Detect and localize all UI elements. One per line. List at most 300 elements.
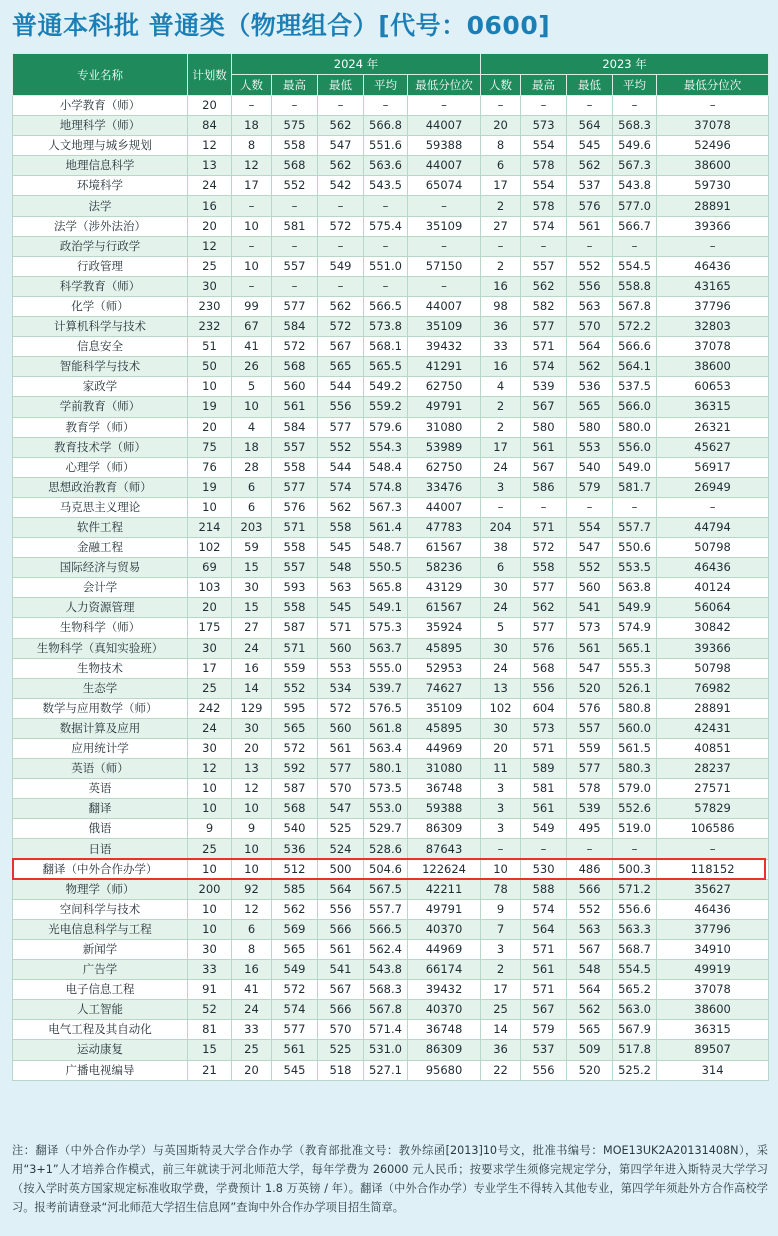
table-cell: 570 [318, 1020, 364, 1040]
table-cell: 557 [272, 437, 318, 457]
table-cell: 548 [318, 558, 364, 578]
major-name-cell: 化学（师） [13, 296, 188, 316]
table-cell: 69 [188, 558, 232, 578]
col-header: 最低分位次 [657, 75, 769, 96]
table-cell: 572 [272, 980, 318, 1000]
major-name-cell: 教育学（师） [13, 417, 188, 437]
table-cell: 568 [272, 156, 318, 176]
table-cell: – [364, 96, 408, 116]
table-cell: 31080 [408, 417, 481, 437]
table-row [13, 317, 769, 337]
table-cell: 564 [318, 879, 364, 899]
major-name-cell: 俄语 [13, 819, 188, 839]
table-cell: 571.4 [364, 1020, 408, 1040]
table-cell: – [521, 96, 567, 116]
table-cell: 537.5 [613, 377, 657, 397]
table-cell: 549 [272, 960, 318, 980]
table-cell: 586 [521, 477, 567, 497]
table-cell: 576.5 [364, 698, 408, 718]
major-name-cell: 数据计算及应用 [13, 718, 188, 738]
table-cell: – [318, 96, 364, 116]
table-cell: 15 [232, 558, 272, 578]
table-cell: 204 [481, 517, 521, 537]
table-cell: 6 [232, 477, 272, 497]
table-cell: 577 [521, 317, 567, 337]
table-cell: 20 [188, 417, 232, 437]
table-cell: 574 [318, 477, 364, 497]
table-cell: 582 [521, 296, 567, 316]
table-cell: – [521, 236, 567, 256]
table-cell: 36748 [408, 1020, 481, 1040]
table-cell: 567 [521, 1000, 567, 1020]
major-name-cell: 广告学 [13, 960, 188, 980]
table-cell: 571 [272, 638, 318, 658]
table-cell: 34910 [657, 939, 769, 959]
table-row [13, 879, 769, 899]
table-cell: 572 [521, 538, 567, 558]
table-cell: 74627 [408, 678, 481, 698]
table-cell: 2 [481, 256, 521, 276]
table-cell: 556 [318, 899, 364, 919]
table-cell: 574 [521, 357, 567, 377]
table-row [13, 1040, 769, 1060]
table-cell: 570 [567, 317, 613, 337]
table-cell: 566.0 [613, 397, 657, 417]
table-cell: 563 [318, 578, 364, 598]
table-cell: 509 [567, 1040, 613, 1060]
table-cell: 562 [318, 156, 364, 176]
table-cell: 571 [521, 337, 567, 357]
major-name-cell: 智能科学与技术 [13, 357, 188, 377]
major-name-cell: 光电信息科学与工程 [13, 919, 188, 939]
table-cell: 566.5 [364, 296, 408, 316]
table-cell: 557.7 [364, 899, 408, 919]
col-header: 平均 [364, 75, 408, 96]
table-cell: 556 [521, 1060, 567, 1080]
table-cell: 571 [318, 618, 364, 638]
table-cell: – [408, 96, 481, 116]
table-cell: 539 [567, 799, 613, 819]
table-cell: 62750 [408, 377, 481, 397]
major-name-cell: 学前教育（师） [13, 397, 188, 417]
table-row [13, 658, 769, 678]
table-row [13, 799, 769, 819]
table-cell: 25 [188, 256, 232, 276]
table-cell: 30 [481, 638, 521, 658]
table-cell: 543.8 [613, 176, 657, 196]
table-cell: 559 [567, 739, 613, 759]
table-cell: 2 [481, 397, 521, 417]
table-cell: 10 [188, 779, 232, 799]
table-cell: 580 [567, 417, 613, 437]
year-2023-header: 2023 年 [481, 54, 769, 75]
table-row [13, 779, 769, 799]
table-cell: 103 [188, 578, 232, 598]
table-cell: 566 [567, 879, 613, 899]
table-row [13, 739, 769, 759]
table-cell: 35109 [408, 216, 481, 236]
table-cell: 574 [272, 1000, 318, 1020]
table-row [13, 256, 769, 276]
table-cell: 558 [521, 558, 567, 578]
table-cell: 525 [318, 819, 364, 839]
table-cell: 561 [567, 638, 613, 658]
table-cell: 577 [567, 759, 613, 779]
table-cell: 579 [521, 1020, 567, 1040]
table-cell: 520 [567, 678, 613, 698]
table-cell: 20 [188, 96, 232, 116]
table-cell: 20 [188, 216, 232, 236]
table-row [13, 497, 769, 517]
table-cell: 28891 [657, 698, 769, 718]
major-name-cell: 翻译（中外合作办学） [13, 859, 188, 879]
table-cell: 568 [272, 357, 318, 377]
table-cell: 526.1 [613, 678, 657, 698]
table-row [13, 1020, 769, 1040]
table-row [13, 136, 769, 156]
table-cell: 40370 [408, 919, 481, 939]
table-row [13, 337, 769, 357]
table-cell: 26949 [657, 477, 769, 497]
table-cell: 16 [481, 357, 521, 377]
table-cell: 16 [232, 960, 272, 980]
table-cell: 540 [272, 819, 318, 839]
col-header: 平均 [613, 75, 657, 96]
table-cell: 36 [481, 317, 521, 337]
major-name-cell: 广播电视编导 [13, 1060, 188, 1080]
table-cell: 512 [272, 859, 318, 879]
table-cell: 571 [272, 517, 318, 537]
table-cell: 92 [232, 879, 272, 899]
table-cell: 587 [272, 779, 318, 799]
table-cell: 577 [521, 578, 567, 598]
major-name-cell: 科学教育（师） [13, 276, 188, 296]
table-cell: 118152 [657, 859, 769, 879]
table-cell: – [567, 497, 613, 517]
table-cell: 24 [232, 1000, 272, 1020]
table-cell: 8 [232, 939, 272, 959]
table-cell: 20 [481, 116, 521, 136]
table-cell: 574 [521, 216, 567, 236]
table-cell: 565 [567, 1020, 613, 1040]
table-cell: 3 [481, 819, 521, 839]
table-cell: 102 [188, 538, 232, 558]
table-cell: 200 [188, 879, 232, 899]
table-cell: 561.8 [364, 718, 408, 738]
table-cell: 543.8 [364, 960, 408, 980]
table-cell: – [364, 236, 408, 256]
table-cell: 574.9 [613, 618, 657, 638]
major-name-cell: 环境科学 [13, 176, 188, 196]
table-cell: 558 [272, 598, 318, 618]
table-cell: 553.0 [364, 799, 408, 819]
major-name-cell: 生物技术 [13, 658, 188, 678]
table-cell: 42431 [657, 718, 769, 738]
table-cell: 37796 [657, 296, 769, 316]
table-cell: 557 [272, 256, 318, 276]
table-cell: 13 [188, 156, 232, 176]
table-cell: 30842 [657, 618, 769, 638]
table-cell: 17 [481, 980, 521, 1000]
table-cell: 552 [318, 437, 364, 457]
table-cell: 567.8 [364, 1000, 408, 1020]
table-cell: 30 [188, 276, 232, 296]
major-name-cell: 政治学与行政学 [13, 236, 188, 256]
table-cell: – [613, 839, 657, 859]
table-cell: 13 [481, 678, 521, 698]
table-cell: 12 [232, 779, 272, 799]
table-cell: 567 [521, 397, 567, 417]
table-cell: 549.9 [613, 598, 657, 618]
table-cell: 554.5 [613, 960, 657, 980]
table-cell: 10 [188, 497, 232, 517]
table-cell: 175 [188, 618, 232, 638]
table-cell: 577 [272, 296, 318, 316]
table-cell: 42211 [408, 879, 481, 899]
col-major-header: 专业名称 [13, 54, 188, 96]
major-name-cell: 地理信息科学 [13, 156, 188, 176]
col-header: 最低 [318, 75, 364, 96]
table-cell: 38600 [657, 156, 769, 176]
table-cell: 38 [481, 538, 521, 558]
table-cell: 565 [567, 397, 613, 417]
table-cell: 553 [318, 658, 364, 678]
table-cell: 545 [567, 136, 613, 156]
table-cell: 567.3 [364, 497, 408, 517]
table-cell: 563 [567, 296, 613, 316]
table-cell: 10 [188, 919, 232, 939]
table-cell: 35924 [408, 618, 481, 638]
table-cell: 76 [188, 457, 232, 477]
table-cell: 59 [232, 538, 272, 558]
table-cell: 44007 [408, 116, 481, 136]
table-cell: 44969 [408, 939, 481, 959]
table-cell: 500 [318, 859, 364, 879]
table-cell: 557 [521, 256, 567, 276]
table-cell: 3 [481, 799, 521, 819]
table-cell: 560.0 [613, 718, 657, 738]
table-row [13, 980, 769, 1000]
major-name-cell: 物理学（师） [13, 879, 188, 899]
table-cell: 537 [567, 176, 613, 196]
table-cell: 56064 [657, 598, 769, 618]
table-cell: 45895 [408, 638, 481, 658]
table-cell: 559 [272, 658, 318, 678]
table-cell: 565 [272, 939, 318, 959]
table-cell: 33 [232, 1020, 272, 1040]
table-cell: 45627 [657, 437, 769, 457]
table-cell: 559.2 [364, 397, 408, 417]
table-row [13, 960, 769, 980]
table-cell: 584 [272, 417, 318, 437]
table-cell: 52 [188, 1000, 232, 1020]
table-cell: 25 [188, 678, 232, 698]
table-cell: 565 [318, 357, 364, 377]
table-cell: 24 [481, 598, 521, 618]
table-cell: 35627 [657, 879, 769, 899]
table-cell: 579.0 [613, 779, 657, 799]
table-cell: 572 [272, 337, 318, 357]
table-cell: 81 [188, 1020, 232, 1040]
table-cell: 46436 [657, 899, 769, 919]
table-row [13, 618, 769, 638]
table-cell: 558.8 [613, 276, 657, 296]
table-cell: 17 [232, 176, 272, 196]
table-cell: 10 [232, 859, 272, 879]
table-cell: 16 [188, 196, 232, 216]
table-cell: 551.6 [364, 136, 408, 156]
table-cell: 486 [567, 859, 613, 879]
table-cell: – [481, 96, 521, 116]
year-2024-header: 2024 年 [232, 54, 481, 75]
table-row [13, 357, 769, 377]
table-cell: 552 [567, 899, 613, 919]
col-header: 最低 [567, 75, 613, 96]
table-cell: 566.8 [364, 116, 408, 136]
table-cell: 129 [232, 698, 272, 718]
major-name-cell: 信息安全 [13, 337, 188, 357]
table-cell: 573.8 [364, 317, 408, 337]
table-cell: 12 [188, 236, 232, 256]
table-cell: – [657, 839, 769, 859]
table-cell: 76982 [657, 678, 769, 698]
table-cell: 562 [318, 296, 364, 316]
table-cell: 3 [481, 477, 521, 497]
table-cell: 5 [481, 618, 521, 638]
table-cell: 214 [188, 517, 232, 537]
table-cell: 60653 [657, 377, 769, 397]
table-cell: 577.0 [613, 196, 657, 216]
table-cell: 59388 [408, 136, 481, 156]
table-cell: 569 [272, 919, 318, 939]
table-cell: 44794 [657, 517, 769, 537]
table-cell: 537 [521, 1040, 567, 1060]
table-cell: 552 [567, 558, 613, 578]
table-cell: 566.6 [613, 337, 657, 357]
table-cell: 26 [232, 357, 272, 377]
table-row [13, 759, 769, 779]
table-cell: 44007 [408, 156, 481, 176]
major-name-cell: 法学（涉外法治） [13, 216, 188, 236]
table-cell: 49919 [657, 960, 769, 980]
table-cell: 30 [481, 578, 521, 598]
table-cell: 561 [318, 939, 364, 959]
table-cell: – [408, 236, 481, 256]
table-row [13, 538, 769, 558]
table-cell: 24 [232, 638, 272, 658]
table-cell: 567 [567, 939, 613, 959]
table-cell: – [521, 839, 567, 859]
table-cell: 8 [232, 136, 272, 156]
table-cell: 25 [188, 839, 232, 859]
major-name-cell: 马克思主义理论 [13, 497, 188, 517]
table-row [13, 819, 769, 839]
table-cell: 552 [567, 256, 613, 276]
table-cell: 33 [481, 337, 521, 357]
table-cell: 519.0 [613, 819, 657, 839]
major-name-cell: 教育技术学（师） [13, 437, 188, 457]
table-cell: 44007 [408, 497, 481, 517]
table-cell: 45895 [408, 718, 481, 738]
table-cell: 33476 [408, 477, 481, 497]
major-name-cell: 生物科学（真知实验班） [13, 638, 188, 658]
table-cell: 95680 [408, 1060, 481, 1080]
table-cell: 49791 [408, 899, 481, 919]
table-cell: 564 [521, 919, 567, 939]
table-cell: 67 [232, 317, 272, 337]
table-cell: 572 [318, 317, 364, 337]
major-name-cell: 会计学 [13, 578, 188, 598]
table-cell: 22 [481, 1060, 521, 1080]
table-cell: 558 [318, 517, 364, 537]
table-cell: 84 [188, 116, 232, 136]
table-cell: 24 [188, 718, 232, 738]
table-cell: 38600 [657, 357, 769, 377]
table-cell: 230 [188, 296, 232, 316]
table-cell: 25 [481, 1000, 521, 1020]
table-cell: 561.4 [364, 517, 408, 537]
table-cell: – [364, 276, 408, 296]
table-cell: 562 [567, 1000, 613, 1020]
table-cell: 567 [521, 457, 567, 477]
table-cell: 49791 [408, 397, 481, 417]
table-cell: 571 [521, 739, 567, 759]
major-name-cell: 生态学 [13, 678, 188, 698]
major-name-cell: 电气工程及其自动化 [13, 1020, 188, 1040]
table-cell: 12 [188, 136, 232, 156]
major-name-cell: 电子信息工程 [13, 980, 188, 1000]
table-cell: 585 [272, 879, 318, 899]
table-cell: 500.3 [613, 859, 657, 879]
table-cell: 562 [318, 116, 364, 136]
table-cell: 547 [318, 136, 364, 156]
table-cell: 545 [272, 1060, 318, 1080]
table-cell: 40851 [657, 739, 769, 759]
table-cell: 98 [481, 296, 521, 316]
table-cell: 14 [232, 678, 272, 698]
table-cell: 10 [232, 799, 272, 819]
table-row [13, 437, 769, 457]
table-cell: 574.8 [364, 477, 408, 497]
table-cell: 6 [232, 497, 272, 517]
table-row [13, 638, 769, 658]
table-cell: 566.7 [613, 216, 657, 236]
table-row [13, 417, 769, 437]
table-row [13, 698, 769, 718]
table-cell: 563.0 [613, 1000, 657, 1020]
table-cell: 20 [481, 739, 521, 759]
table-cell: 567 [318, 980, 364, 1000]
table-cell: 52953 [408, 658, 481, 678]
table-cell: 59388 [408, 799, 481, 819]
table-cell: 524 [318, 839, 364, 859]
table-cell: – [521, 497, 567, 517]
table-cell: 78 [481, 879, 521, 899]
table-row [13, 377, 769, 397]
table-cell: 578 [521, 156, 567, 176]
table-cell: 552 [272, 678, 318, 698]
table-cell: – [318, 196, 364, 216]
table-cell: 30 [232, 578, 272, 598]
table-cell: 39432 [408, 980, 481, 1000]
table-cell: 39366 [657, 216, 769, 236]
table-cell: 567.9 [613, 1020, 657, 1040]
table-cell: 39366 [657, 638, 769, 658]
table-cell: 314 [657, 1060, 769, 1080]
table-cell: 579.6 [364, 417, 408, 437]
table-cell: 30 [232, 718, 272, 738]
major-name-cell: 金融工程 [13, 538, 188, 558]
